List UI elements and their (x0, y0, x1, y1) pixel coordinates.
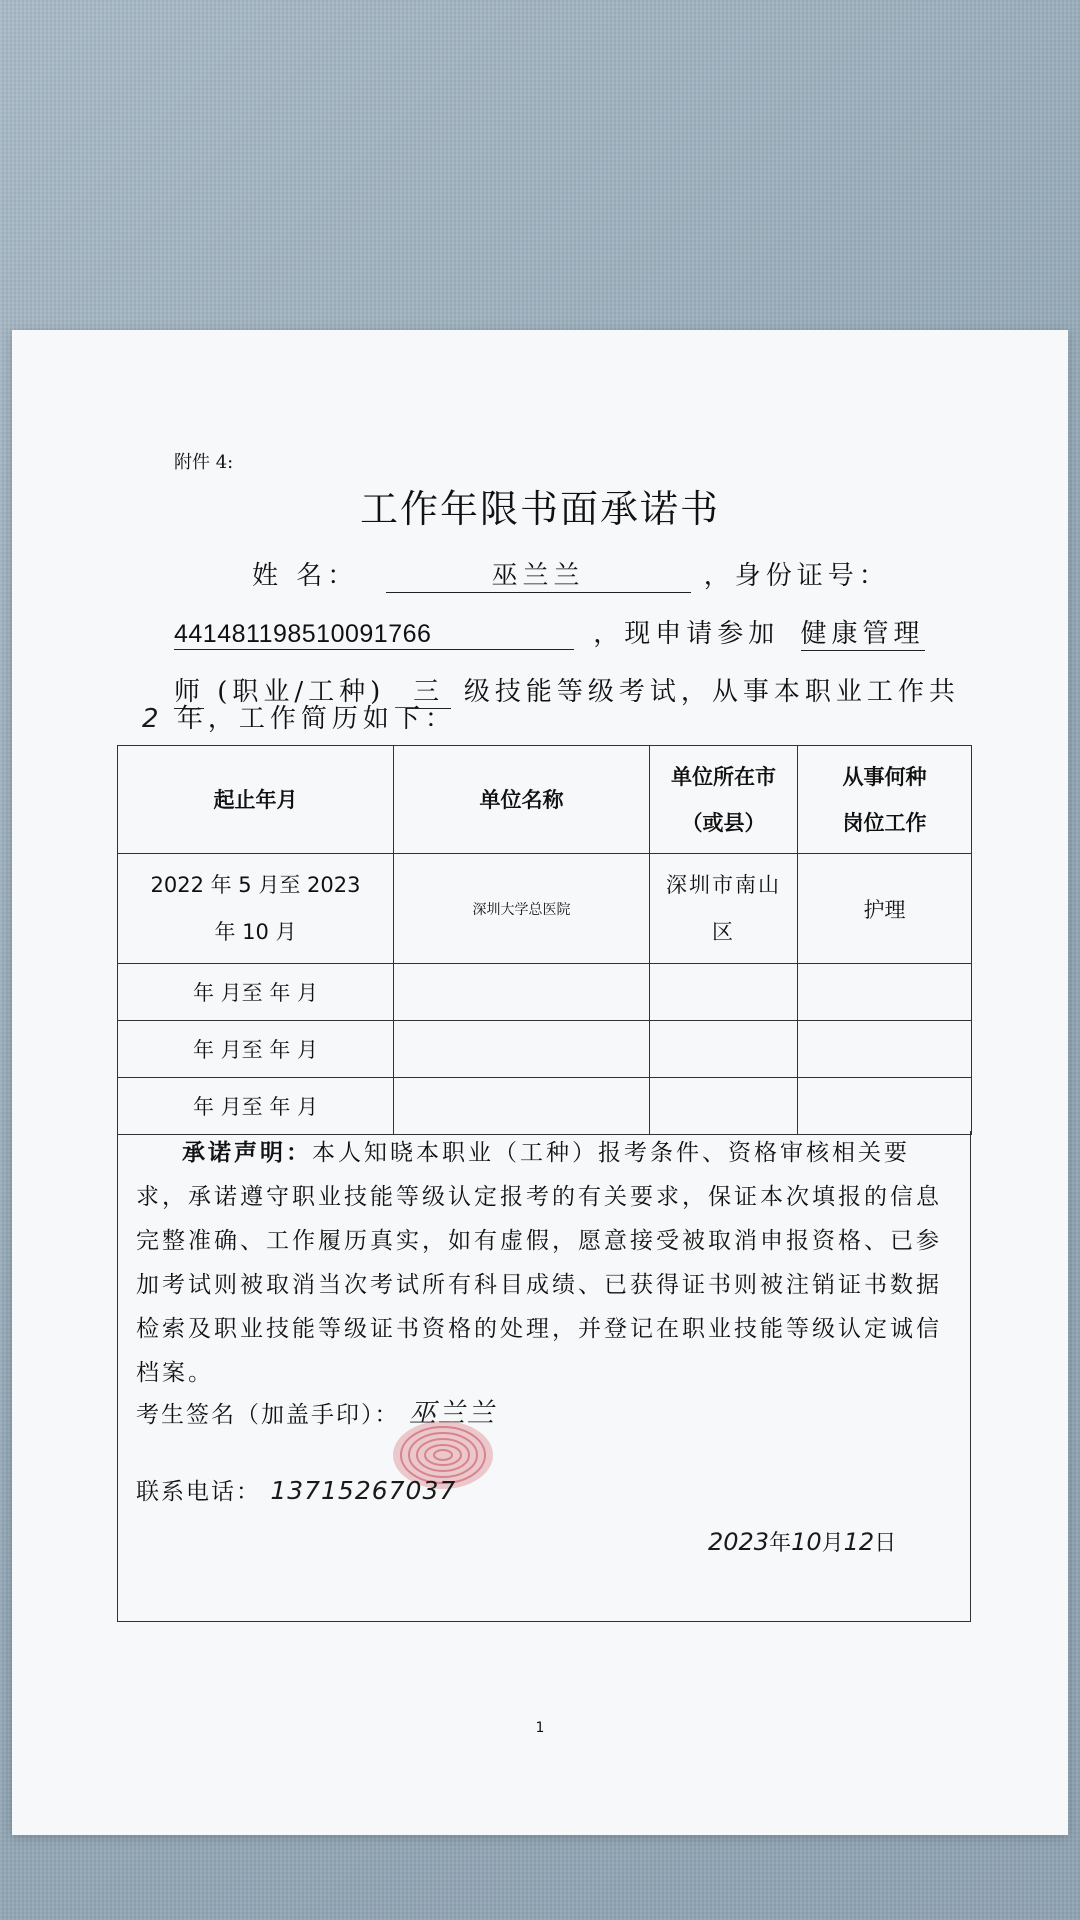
occupation-label: (职业/工种) (217, 677, 386, 707)
row3-job (798, 1021, 972, 1078)
header-city (650, 746, 798, 854)
row1-unit: 深圳大学总医院 (394, 854, 650, 964)
header-job-line1: 从事何种 (842, 764, 927, 789)
name-field: 巫兰兰 (386, 555, 691, 593)
row1-period (118, 854, 394, 964)
table-row (118, 1078, 972, 1135)
apply-text: ，现申请参加 (593, 619, 780, 649)
phone-row (136, 1473, 456, 1506)
row1-city-line2: 区 (712, 919, 735, 944)
document-title: 工作年限书面承诺书 (359, 487, 720, 531)
row1-job: 护理 (798, 854, 972, 964)
promise-body: 本人知晓本职业（工种）报考条件、资格审核相关要求，承诺遵守职业技能等级认定报考的有关要求，保证本次填报的信息完整准确、工作履历真实，如有虚假，愿意接受被取消申报资格、已参加考试则被取消当次考试所有科目成绩、已获得证书则被注销证书数据检索及职业技能等级证书资格的处理，并登记在职业技能等级认定诚信档案。 (136, 1140, 942, 1386)
promise-heading: 承诺声明： (182, 1139, 312, 1166)
table-header-row (118, 746, 972, 854)
header-job (798, 746, 972, 854)
years-text: 年，工作简历如下： (176, 704, 456, 734)
sign-date-month-char: 月 (821, 1531, 844, 1556)
phone-value: 13715267037 (270, 1476, 457, 1505)
row4-city (650, 1078, 798, 1135)
form-line-1 (252, 555, 890, 593)
row4-unit (394, 1078, 650, 1135)
row3-unit (394, 1021, 650, 1078)
promise-section (117, 1131, 971, 1622)
row2-city (650, 964, 798, 1021)
row1-period-line2: 年 10 月 (214, 919, 297, 944)
row3-period: 年 月至 年 月 (118, 1021, 394, 1078)
id-label: ，身份证号： (703, 561, 890, 591)
form-line-4 (142, 698, 456, 735)
signature-label: 考生签名（加盖手印）： (136, 1402, 400, 1428)
page-number: 1 (535, 1720, 545, 1736)
table-row (118, 964, 972, 1021)
table-row (118, 854, 972, 964)
sign-date (708, 1526, 896, 1557)
id-number-field: 441481198510091766 (174, 620, 574, 650)
sign-date-year: 2023 (708, 1528, 770, 1556)
row3-city (650, 1021, 798, 1078)
phone-label: 联系电话： (136, 1479, 261, 1505)
level-field: 三 (407, 671, 451, 709)
row1-city (650, 854, 798, 964)
occupation-field-a: 健康管理 (801, 613, 925, 651)
attachment-label: 附件 4: (174, 452, 234, 473)
level-text: 级技能等级考试，从事本职业工作共 (463, 677, 960, 707)
header-city-line2: （或县） (681, 810, 766, 835)
table-row (118, 1021, 972, 1078)
work-history-table (117, 745, 972, 1135)
row2-job (798, 964, 972, 1021)
header-unit: 单位名称 (394, 746, 650, 854)
row2-period: 年 月至 年 月 (118, 964, 394, 1021)
sign-date-month: 10 (791, 1528, 822, 1556)
name-label: 姓 名： (252, 561, 359, 591)
promise-statement (136, 1131, 956, 1395)
sign-date-year-char: 年 (769, 1531, 792, 1556)
sign-date-day: 12 (843, 1528, 875, 1556)
occupation-field-b: 师 (174, 671, 204, 709)
signature-value: 巫兰兰 (408, 1398, 496, 1429)
row1-period-line1: 2022 年 5 月至 2023 (150, 872, 361, 897)
row4-job (798, 1078, 972, 1135)
header-job-line2: 岗位工作 (842, 810, 927, 835)
years-field: 2 (142, 704, 164, 734)
form-line-2 (174, 613, 925, 651)
document-page (12, 330, 1068, 1835)
header-period: 起止年月 (118, 746, 394, 854)
row1-city-line1: 深圳市南山 (666, 872, 781, 897)
sign-date-day-char: 日 (874, 1531, 897, 1556)
header-city-line1: 单位所在市 (671, 764, 776, 789)
row2-unit (394, 964, 650, 1021)
row4-period: 年 月至 年 月 (118, 1078, 394, 1135)
